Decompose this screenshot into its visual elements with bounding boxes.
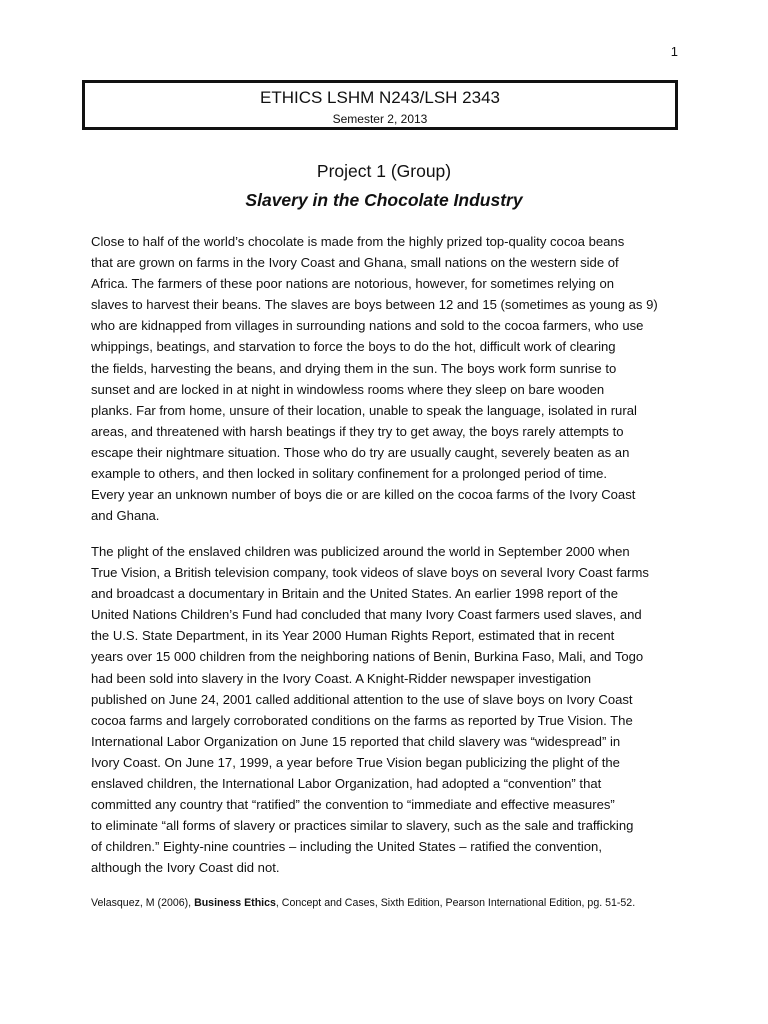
project-subtitle: Slavery in the Chocolate Industry: [245, 190, 523, 210]
paragraph-line: published on June 24, 2001 called additional attention to the use of slave boys on Ivory Coast: [91, 691, 633, 707]
paragraph-line: cocoa farms and largely corroborated conditions on the farms as reported by True Vision. The: [91, 712, 633, 728]
paragraph-line: years over 15 000 children from the neighboring nations of Benin, Burkina Faso, Mali, and Togo: [91, 649, 644, 665]
citation: [91, 896, 635, 910]
paragraph-line: had been sold into slavery in the Ivory Coast. A Knight-Ridder newspaper investigation: [91, 670, 592, 686]
paragraph-line: of children.” Eighty-nine countries – including the United States – ratified the convention,: [91, 839, 602, 855]
paragraph-line: that are grown on farms in the Ivory Coast and Ghana, small nations on the western side of: [91, 255, 619, 271]
paragraph-line: who are kidnapped from villages in surrounding nations and sold to the cocoa farmers, who use: [91, 318, 644, 334]
paragraph-line: slaves to harvest their beans. The slaves are boys between 12 and 15 (sometimes as young as 9): [91, 297, 658, 313]
paragraph-line: The plight of the enslaved children was publicized around the world in September 2000 when: [91, 544, 630, 559]
paragraph-line: areas, and threatened with harsh beatings if they try to get away, the boys rarely attempts to: [91, 423, 624, 439]
paragraph-line: the fields, harvesting the beans, and drying them in the sun. The boys work form sunrise to: [91, 360, 617, 376]
paragraph-line: True Vision, a British television company, took videos of slave boys on several Ivory Coast farms: [91, 565, 649, 581]
paragraph-line: and Ghana.: [91, 508, 160, 524]
paragraph-line: escape their nightmare situation. Those who do try are usually caught, severely beaten as an: [91, 444, 630, 460]
paragraph-line: Close to half of the world’s chocolate is made from the highly prized top-quality cocoa beans: [91, 234, 625, 249]
paragraph-line: planks. Far from home, unsure of their location, unable to speak the language, isolated in rural: [91, 402, 637, 418]
project-title: Project 1 (Group): [316, 161, 452, 181]
paragraph-line: United Nations Children’s Fund had concluded that many Ivory Coast farmers used slaves, and: [91, 607, 642, 623]
course-title: ETHICS LSHM N243/LSH 2343: [260, 88, 500, 107]
body-paragraph-2: [91, 541, 689, 879]
paragraph-line: sunset and are locked in at night in windowless rooms where they sleep on bare wooden: [91, 381, 605, 397]
paragraph-line: although the Ivory Coast did not.: [91, 860, 280, 876]
paragraph-line: committed any country that “ratified” the convention to “immediate and effective measures”: [91, 797, 615, 813]
paragraph-line: Africa. The farmers of these poor nations are notorious, however, for sometimes relying on: [91, 276, 615, 292]
paragraph-line: to eliminate “all forms of slavery or practices similar to slavery, such as the sale and trafficking: [91, 818, 634, 834]
citation-author: Velasquez, M (2006),: [91, 897, 195, 909]
paragraph-line: Ivory Coast. On June 17, 1999, a year before True Vision began publicizing the plight of the: [91, 754, 620, 770]
paragraph-line: Every year an unknown number of boys die or are killed on the cocoa farms of the Ivory Coast: [91, 487, 636, 503]
paragraph-line: enslaved children, the International Labor Organization, had adopted a “convention” that: [91, 776, 602, 792]
page-number: 1: [670, 44, 678, 59]
paragraph-line: and broadcast a documentary in Britain and the United States. An earlier 1998 report of the: [91, 586, 618, 602]
semester-label: Semester 2, 2013: [332, 112, 428, 126]
paragraph-line: International Labor Organization on June 15 reported that child slavery was “widespread” in: [91, 733, 621, 749]
paragraph-line: the U.S. State Department, in its Year 2000 Human Rights Report, estimated that in recent: [91, 628, 615, 644]
citation-book-title: Business Ethics: [194, 897, 276, 909]
paragraph-line: whippings, beatings, and starvation to force the boys to do the hot, difficult work of clearing: [91, 339, 616, 355]
citation-details: , Concept and Cases, Sixth Edition, Pearson International Edition, pg. 51-52.: [275, 897, 636, 909]
course-header-box: [82, 80, 678, 130]
paragraph-line: example to others, and then locked in solitary confinement for a prolonged period of time.: [91, 466, 608, 482]
body-paragraph-1: [91, 231, 689, 526]
